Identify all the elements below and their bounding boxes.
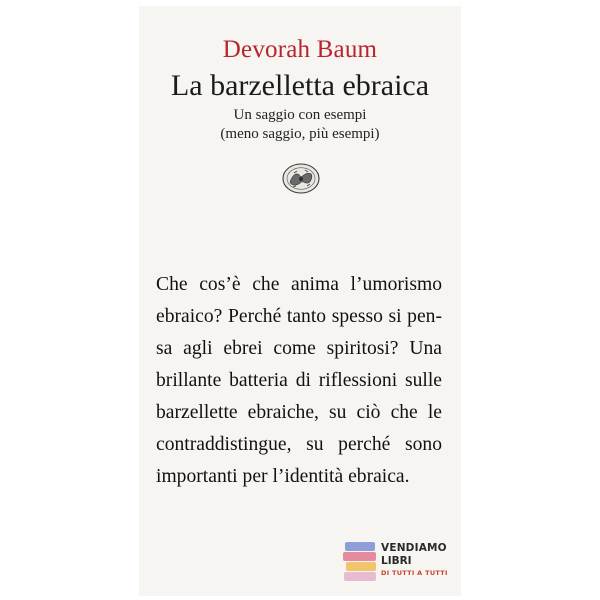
subtitle-line: Un saggio con esempi (233, 107, 367, 123)
publisher-emblem-icon (281, 162, 321, 195)
blurb-line: brillante batteria di riflessioni sulle (156, 370, 442, 391)
book-subtitle (139, 106, 461, 144)
cover-blurb (156, 269, 442, 493)
blurb-line: importanti per l’identità ebraica. (156, 466, 410, 487)
badge-tagline: DI TUTTI A TUTTI (381, 569, 448, 577)
badge-line-2: LIBRI (381, 555, 412, 567)
blurb-line: barzellette ebraiche, su ciò che le (156, 402, 442, 423)
author-name: Devorah Baum (222, 36, 378, 63)
blurb-line: Che cos’è che anima l’umorismo (156, 274, 442, 295)
blurb-line: contraddistingue, su perché sono (156, 434, 442, 455)
blurb-line: sa agli ebrei come spiritosi? Una (156, 338, 442, 359)
vendiamo-libri-badge (343, 540, 463, 586)
stacked-books-icon (343, 542, 377, 584)
badge-text (381, 542, 448, 578)
book-cover (139, 6, 461, 596)
subtitle-line: (meno saggio, più esempi) (220, 126, 380, 142)
book-title: La barzelletta ebraica (170, 69, 430, 102)
badge-line-1: VENDIAMO (381, 542, 447, 554)
blurb-line: ebraico? Perché tanto spesso si pen- (156, 306, 442, 327)
